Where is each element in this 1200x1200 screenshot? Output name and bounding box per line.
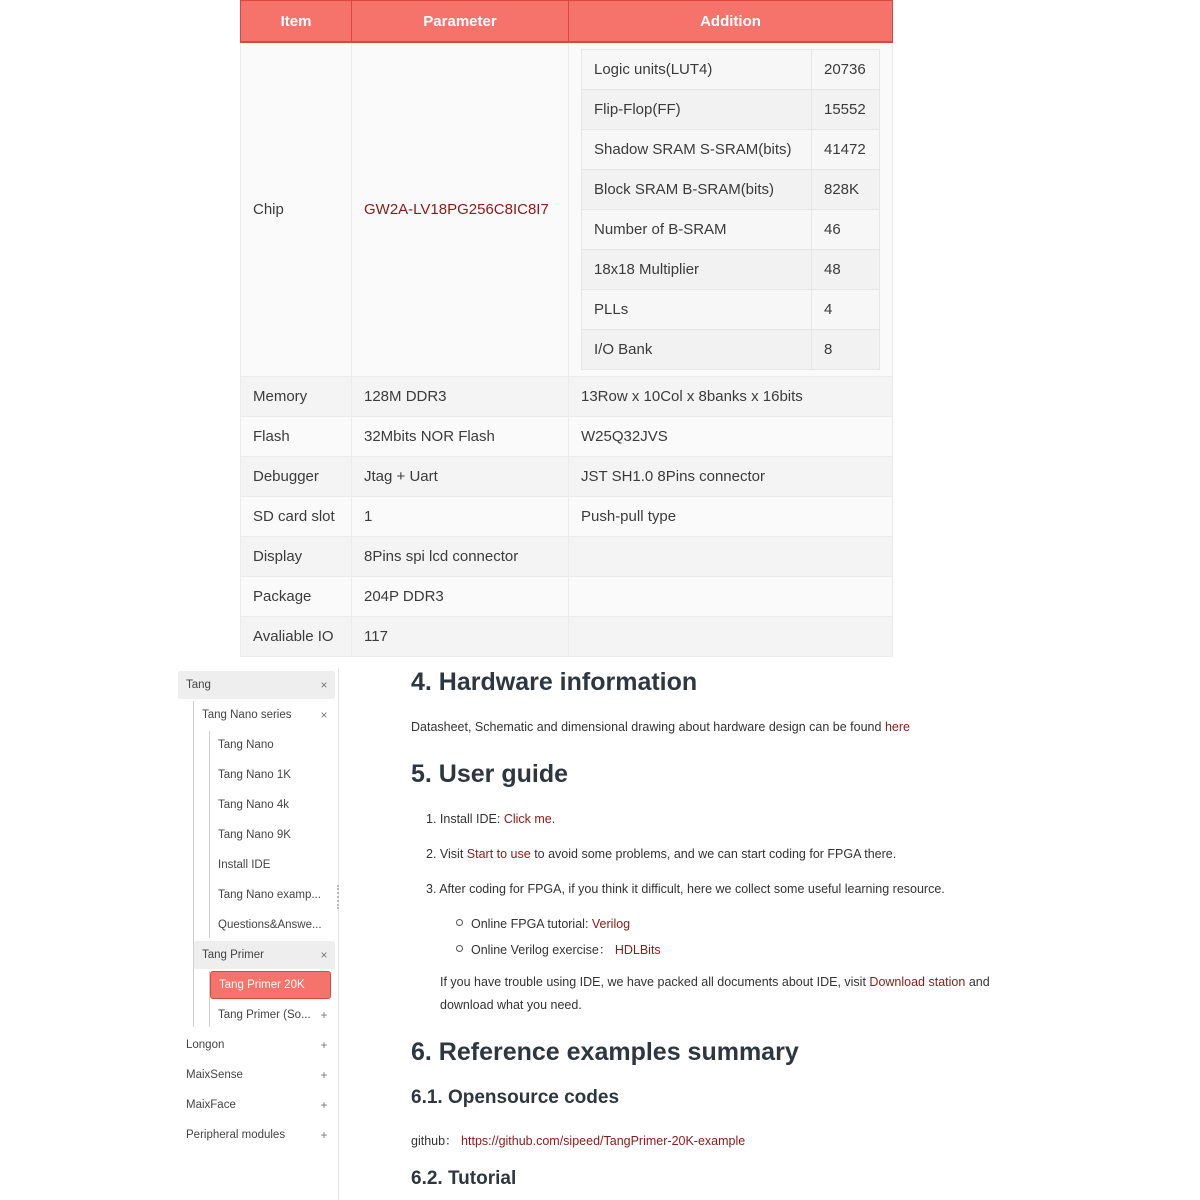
step-text: to avoid some problems, and we can start coding for FPGA there. xyxy=(534,847,897,861)
spec-table xyxy=(240,0,893,657)
verilog-link[interactable]: Verilog xyxy=(591,917,631,931)
detail-value: 15552 xyxy=(812,90,880,130)
sidebar-item-tang-primer[interactable] xyxy=(194,941,335,969)
github-label: github： xyxy=(411,1134,458,1148)
sidebar-item-tang-primer-sodimm[interactable] xyxy=(210,1001,335,1029)
table-row xyxy=(241,617,893,657)
table-row xyxy=(241,537,893,577)
step-text: 1. Install IDE: xyxy=(426,812,501,826)
sidebar-item-label: Questions&Answe... xyxy=(218,919,322,931)
expand-icon[interactable]: + xyxy=(320,1008,328,1022)
detail-value: 20736 xyxy=(812,50,880,90)
detail-value: 828K xyxy=(812,170,880,210)
step-text: . xyxy=(551,812,556,826)
start-to-use-link[interactable]: Start to use xyxy=(466,847,531,861)
cell-item: Chip xyxy=(241,42,352,377)
expand-icon[interactable]: + xyxy=(320,1038,328,1052)
bullet-icon xyxy=(456,919,463,926)
expand-icon[interactable]: + xyxy=(320,1128,328,1142)
cell-item: Flash xyxy=(241,417,352,457)
sidebar-item-tang-nano-series[interactable] xyxy=(194,701,335,729)
hdlbits-link[interactable]: HDLBits xyxy=(614,943,661,957)
cell-parameter: GW2A-LV18PG256C8IC8I7 xyxy=(352,42,569,377)
sidebar-item-tang-nano[interactable] xyxy=(210,731,335,759)
download-note xyxy=(440,971,1000,1017)
table-row xyxy=(582,170,880,210)
detail-value: 8 xyxy=(812,330,880,370)
header-addition: Addition xyxy=(569,1,893,43)
table-row xyxy=(582,330,880,370)
chip-details-cell xyxy=(569,42,893,377)
hardware-text: Datasheet, Schematic and dimensional drawing about hardware design can be found xyxy=(411,720,882,734)
sidebar-item-tang-primer-20k[interactable] xyxy=(210,971,331,999)
sidebar-item-install-ide[interactable] xyxy=(210,851,335,879)
detail-label: PLLs xyxy=(582,290,812,330)
download-station-link[interactable]: Download station xyxy=(869,975,966,989)
table-row xyxy=(582,90,880,130)
table-row xyxy=(241,377,893,417)
cell-parameter: 128M DDR3 xyxy=(352,377,569,417)
table-row-chip xyxy=(241,42,893,377)
cell-parameter: 204P DDR3 xyxy=(352,577,569,617)
list-item xyxy=(456,917,630,931)
sidebar-item-label: Tang Primer (So... xyxy=(218,1009,311,1021)
table-row xyxy=(582,210,880,250)
chip-details-table xyxy=(581,49,880,370)
sidebar-item-tang[interactable] xyxy=(178,671,335,699)
cell-addition xyxy=(569,577,893,617)
detail-value: 4 xyxy=(812,290,880,330)
header-item: Item xyxy=(241,1,352,43)
table-row xyxy=(582,130,880,170)
table-row xyxy=(241,457,893,497)
sub-text: Online FPGA tutorial: xyxy=(471,917,589,931)
sidebar-item-label: Tang Nano 9K xyxy=(218,829,291,841)
detail-value: 46 xyxy=(812,210,880,250)
cell-item: Package xyxy=(241,577,352,617)
cell-parameter: 1 xyxy=(352,497,569,537)
detail-label: 18x18 Multiplier xyxy=(582,250,812,290)
subsection-title-opensource: 6.1. Opensource codes xyxy=(411,1087,620,1108)
sidebar-item-label: Install IDE xyxy=(218,859,271,871)
sidebar-item-maixsense[interactable] xyxy=(178,1061,335,1089)
sidebar-item-tang-nano-4k[interactable] xyxy=(210,791,335,819)
sub-text: Online Verilog exercise： xyxy=(471,943,612,957)
cell-item: Debugger xyxy=(241,457,352,497)
detail-label: Block SRAM B-SRAM(bits) xyxy=(582,170,812,210)
section-title-reference: 6. Reference examples summary xyxy=(411,1038,799,1066)
bullet-icon xyxy=(456,945,463,952)
cell-item: Display xyxy=(241,537,352,577)
sidebar-item-label: MaixSense xyxy=(186,1069,243,1081)
sidebar-item-label: Tang Nano 1K xyxy=(218,769,291,781)
table-header-row xyxy=(241,1,893,43)
list-item xyxy=(426,847,896,861)
sidebar-item-label: Tang Primer 20K xyxy=(219,979,305,991)
sidebar-item-maixface[interactable] xyxy=(178,1091,335,1119)
cell-addition xyxy=(569,617,893,657)
sidebar-item-label: Longon xyxy=(186,1039,225,1051)
table-row xyxy=(241,497,893,537)
sidebar-item-label: Tang Nano 4k xyxy=(218,799,289,811)
cell-item: Memory xyxy=(241,377,352,417)
sidebar-item-label: Tang Primer xyxy=(202,949,264,961)
collapse-icon[interactable]: × xyxy=(320,678,328,692)
detail-value: 41472 xyxy=(812,130,880,170)
click-me-link[interactable]: Click me xyxy=(503,812,552,826)
sidebar-item-questions-answers[interactable] xyxy=(210,911,335,939)
cell-addition: 13Row x 10Col x 8banks x 16bits xyxy=(569,377,893,417)
expand-icon[interactable]: + xyxy=(320,1098,328,1112)
table-row xyxy=(241,577,893,617)
table-row xyxy=(582,50,880,90)
detail-label: Logic units(LUT4) xyxy=(582,50,812,90)
sidebar-item-label: Tang Nano examp... xyxy=(218,889,321,901)
detail-label: Flip-Flop(FF) xyxy=(582,90,812,130)
note-text: If you have trouble using IDE, we have packed all documents about IDE, visit xyxy=(440,975,866,989)
sidebar-item-longon[interactable] xyxy=(178,1031,335,1059)
sidebar-item-label: Tang xyxy=(186,679,211,691)
list-item xyxy=(426,812,555,826)
section-title-hardware: 4. Hardware information xyxy=(411,668,698,696)
collapse-icon[interactable]: × xyxy=(320,708,328,722)
github-link[interactable]: https://github.com/sipeed/TangPrimer-20K-example xyxy=(461,1134,746,1148)
sidebar-nav xyxy=(178,668,339,1200)
cell-item: Avaliable IO xyxy=(241,617,352,657)
cell-addition: Push-pull type xyxy=(569,497,893,537)
list-item: 3. After coding for FPGA, if you think it difficult, here we collect some useful learning resource. xyxy=(426,882,945,896)
table-row xyxy=(241,417,893,457)
detail-label: Number of B-SRAM xyxy=(582,210,812,250)
sidebar-item-label: MaixFace xyxy=(186,1099,236,1111)
sidebar-item-label: Tang Nano series xyxy=(202,709,292,721)
cell-addition: JST SH1.0 8Pins connector xyxy=(569,457,893,497)
cell-parameter: 8Pins spi lcd connector xyxy=(352,537,569,577)
subsection-title-tutorial: 6.2. Tutorial xyxy=(411,1168,517,1189)
collapse-icon[interactable]: × xyxy=(320,948,328,962)
tree-guide-line xyxy=(193,701,194,1027)
cell-addition: W25Q32JVS xyxy=(569,417,893,457)
sidebar-item-label: Tang Nano xyxy=(218,739,274,751)
sidebar-item-tang-nano-1k[interactable] xyxy=(210,761,335,789)
sidebar-item-tang-nano-examples[interactable] xyxy=(210,881,335,909)
sidebar-item-label: Peripheral modules xyxy=(186,1129,286,1141)
section-title-user-guide: 5. User guide xyxy=(411,760,568,788)
note-text: and download what you need. xyxy=(440,975,990,1012)
detail-value: 48 xyxy=(812,250,880,290)
table-row xyxy=(582,290,880,330)
sidebar-item-tang-nano-9k[interactable] xyxy=(210,821,335,849)
list-item xyxy=(456,940,661,958)
cell-item: SD card slot xyxy=(241,497,352,537)
cell-addition xyxy=(569,537,893,577)
step-text: 2. Visit xyxy=(426,847,464,861)
hardware-here-link[interactable]: here xyxy=(884,720,910,734)
cell-parameter: 117 xyxy=(352,617,569,657)
header-parameter: Parameter xyxy=(352,1,569,43)
expand-icon[interactable]: + xyxy=(320,1068,328,1082)
detail-label: Shadow SRAM S-SRAM(bits) xyxy=(582,130,812,170)
cell-parameter: 32Mbits NOR Flash xyxy=(352,417,569,457)
hardware-paragraph xyxy=(411,720,910,734)
detail-label: I/O Bank xyxy=(582,330,812,370)
cell-parameter: Jtag + Uart xyxy=(352,457,569,497)
sidebar-item-peripheral-modules[interactable] xyxy=(178,1121,335,1149)
github-line xyxy=(411,1131,745,1149)
table-row xyxy=(582,250,880,290)
sidebar-scrollbar[interactable] xyxy=(337,885,341,909)
